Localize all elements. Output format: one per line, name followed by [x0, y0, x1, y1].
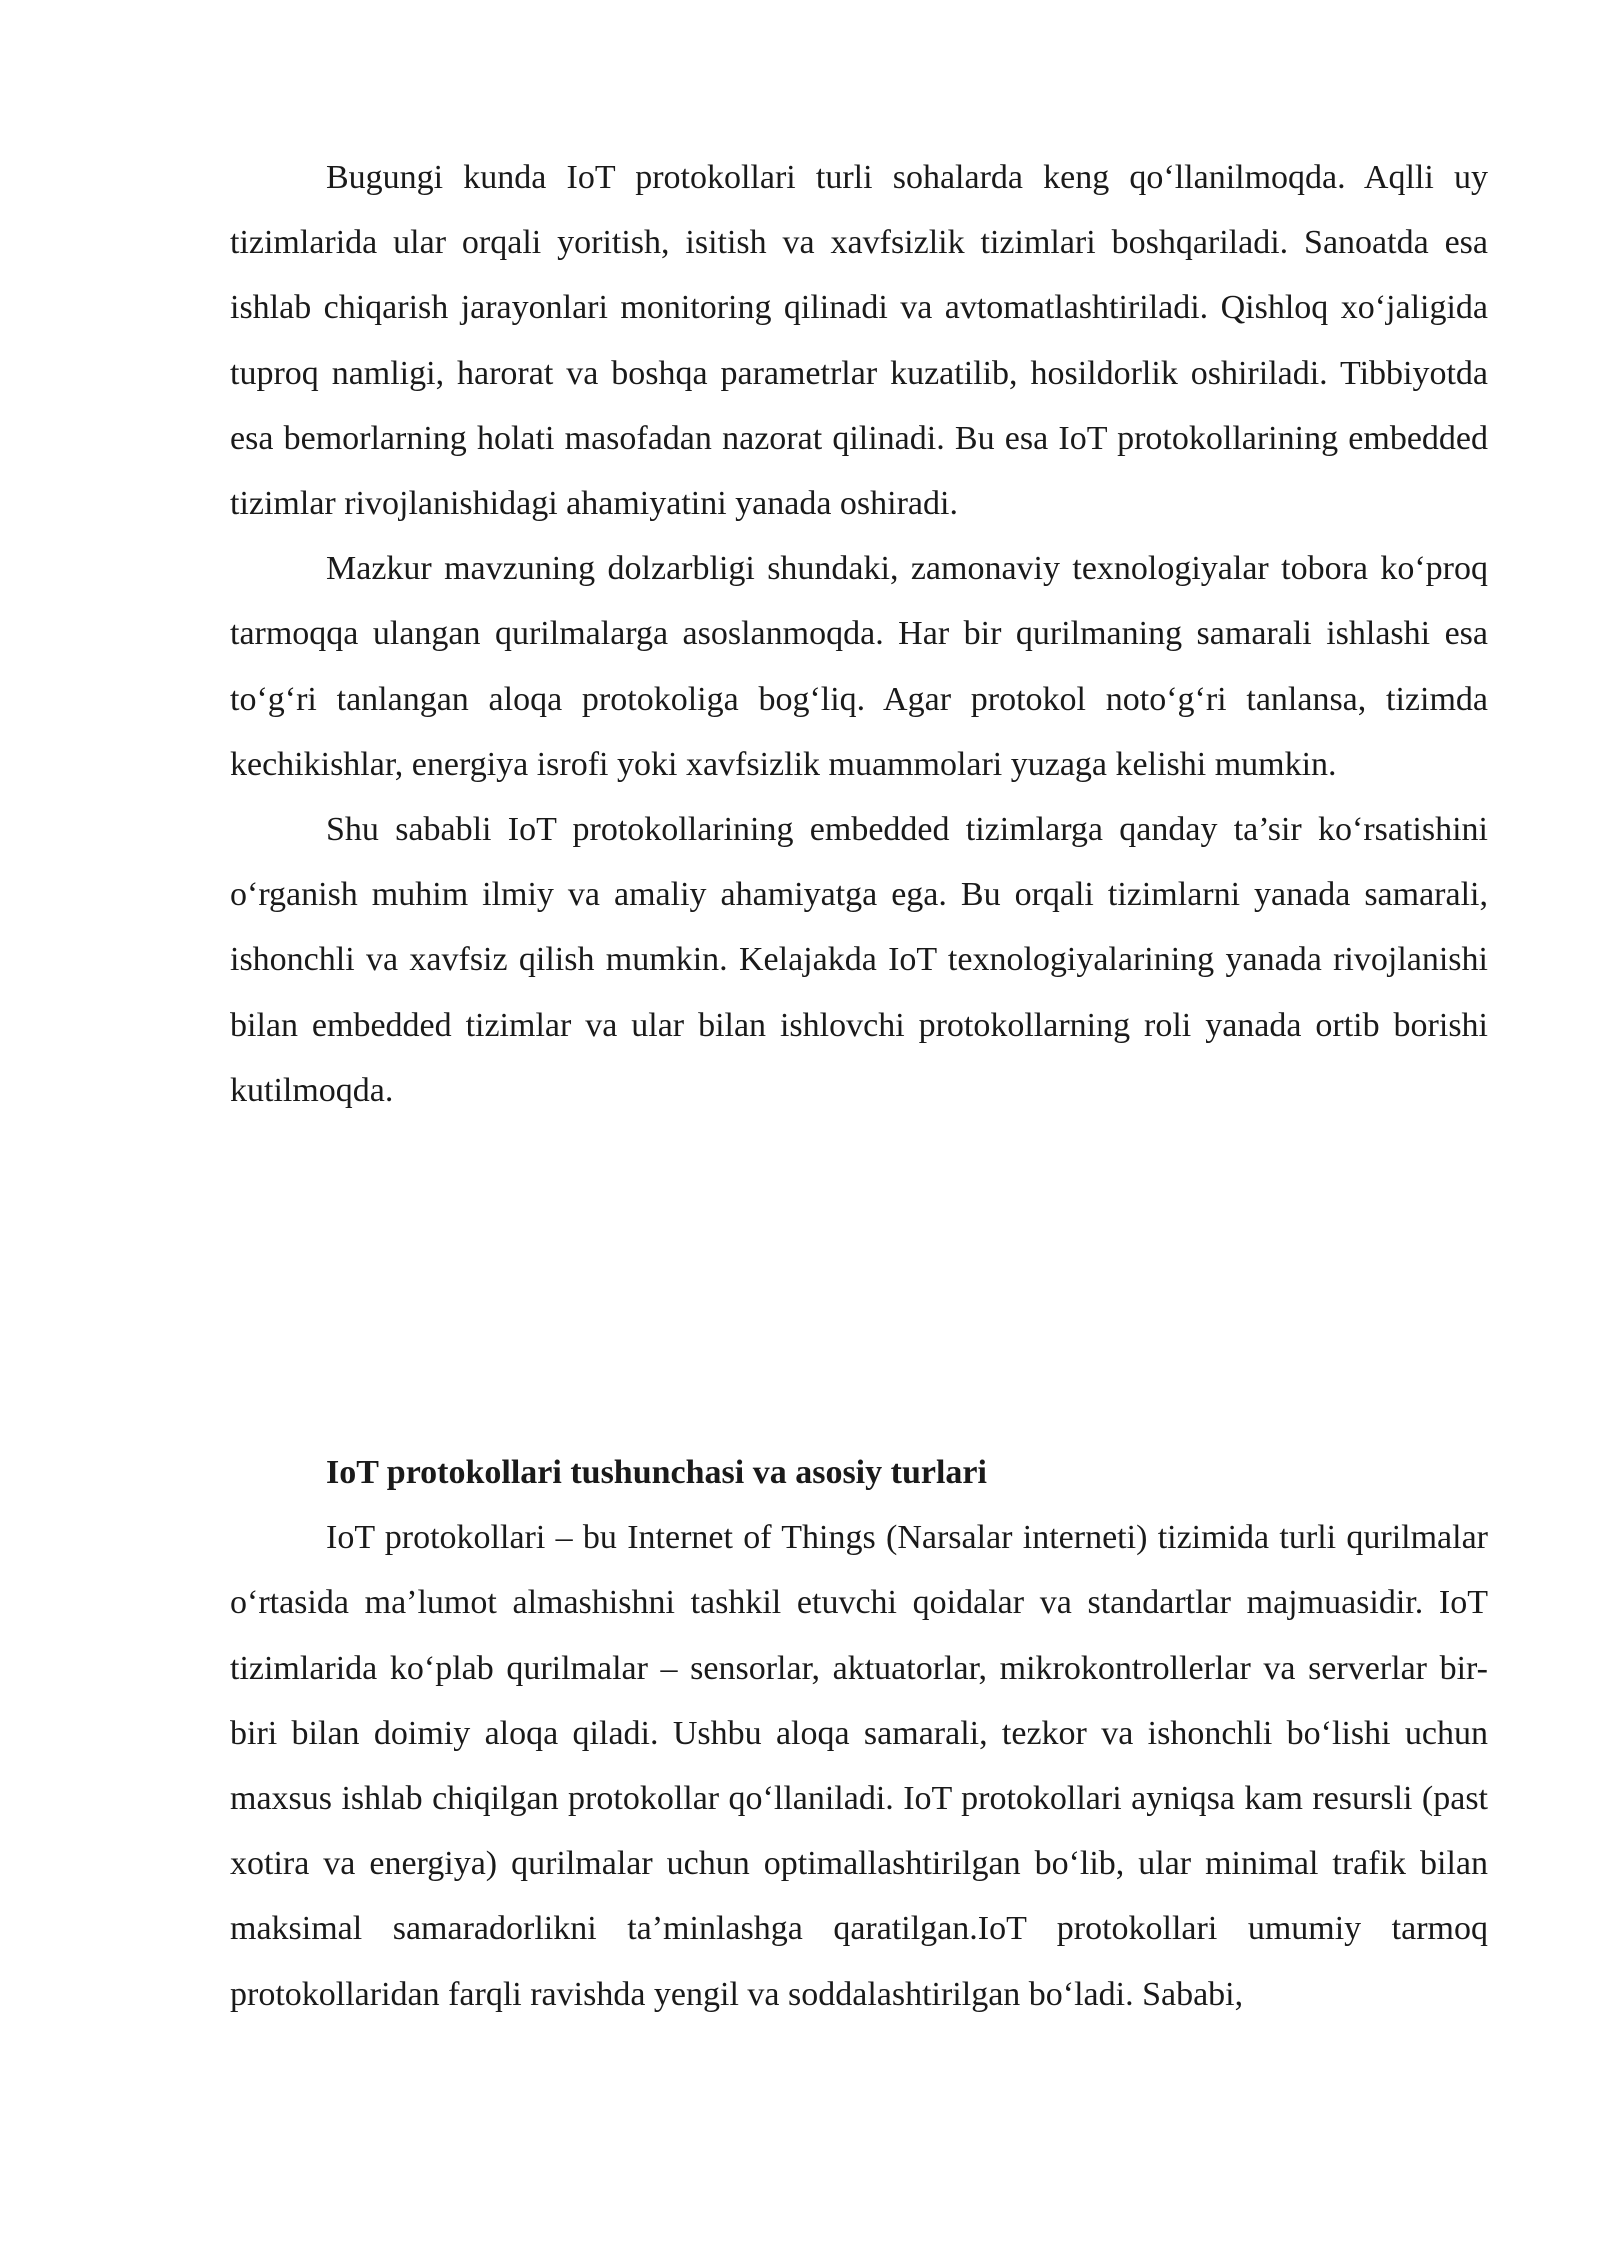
paragraph-iot-applications: Bugungi kunda IoT protokollari turli sohalarda keng qo‘llanilmoqda. Aqlli uy tizimlarida ular orqali yoritish, isitish va xavfsizlik tizimlari boshqariladi. Sanoatda esa ishlab chiqarish jarayonlari monitoring qilinadi va avtomatlashtiriladi. Qishloq xo‘jaligida tuproq namligi, harorat va boshqa parametrlar kuzatilib, hosildorlik oshiriladi. Tibbiyotda esa bemorlarning holati masofadan nazorat qilinadi. Bu esa IoT protokollarining embedded tizimlar rivojlanishidagi ahamiyatini yanada oshiradi. — [230, 159, 1488, 523]
protocols-section — [230, 1440, 1488, 2027]
paragraph-topic-relevance: Mazkur mavzuning dolzarbligi shundaki, zamonaviy texnologiyalar tobora ko‘proq tarmoqqa ulangan qurilmalarga asoslanmoqda. Har bir qurilmaning samarali ishlashi esa to‘g‘ri tanlangan aloqa protokoliga bog‘liq. Agar protokol noto‘g‘ri tanlansa, tizimda kechikishlar, energiya isrofi yoki xavfsizlik muammolari yuzaga kelishi mumkin. — [230, 550, 1488, 783]
section-heading: IoT protokollari tushunchasi va asosiy turlari — [326, 1454, 987, 1491]
paragraph-research-importance: Shu sababli IoT protokollarining embedded tizimlarga qanday ta’sir ko‘rsatishini o‘rganish muhim ilmiy va amaliy ahamiyatga ega. Bu orqali tizimlarni yanada samarali, ishonchli va xavfsiz qilish mumkin. Kelajakda IoT texnologiyalarining yanada rivojlanishi bilan embedded tizimlar va ular bilan ishlovchi protokollarning roli yanada ortib borishi kutilmoqda. — [230, 811, 1488, 1109]
intro-section — [230, 145, 1488, 1123]
paragraph-protocol-definition: IoT protokollari – bu Internet of Things (Narsalar interneti) tizimida turli qurilmalar o‘rtasida ma’lumot almashishni tashkil etuvchi qoidalar va standartlar majmuasidir. IoT tizimlarida ko‘plab qurilmalar – sensorlar, aktuatorlar, mikrokontrollerlar va serverlar bir-biri bilan doimiy aloqa qiladi. Ushbu aloqa samarali, tezkor va ishonchli bo‘lishi uchun maxsus ishlab chiqilgan protokollar qo‘llaniladi. IoT protokollari ayniqsa kam resursli (past xotira va energiya) qurilmalar uchun optimallashtirilgan bo‘lib, ular minimal trafik bilan maksimal samaradorlikni ta’minlashga qaratilgan.IoT protokollari umumiy tarmoq protokollaridan farqli ravishda yengil va soddalashtirilgan bo‘ladi. Sababi, — [230, 1519, 1488, 2013]
